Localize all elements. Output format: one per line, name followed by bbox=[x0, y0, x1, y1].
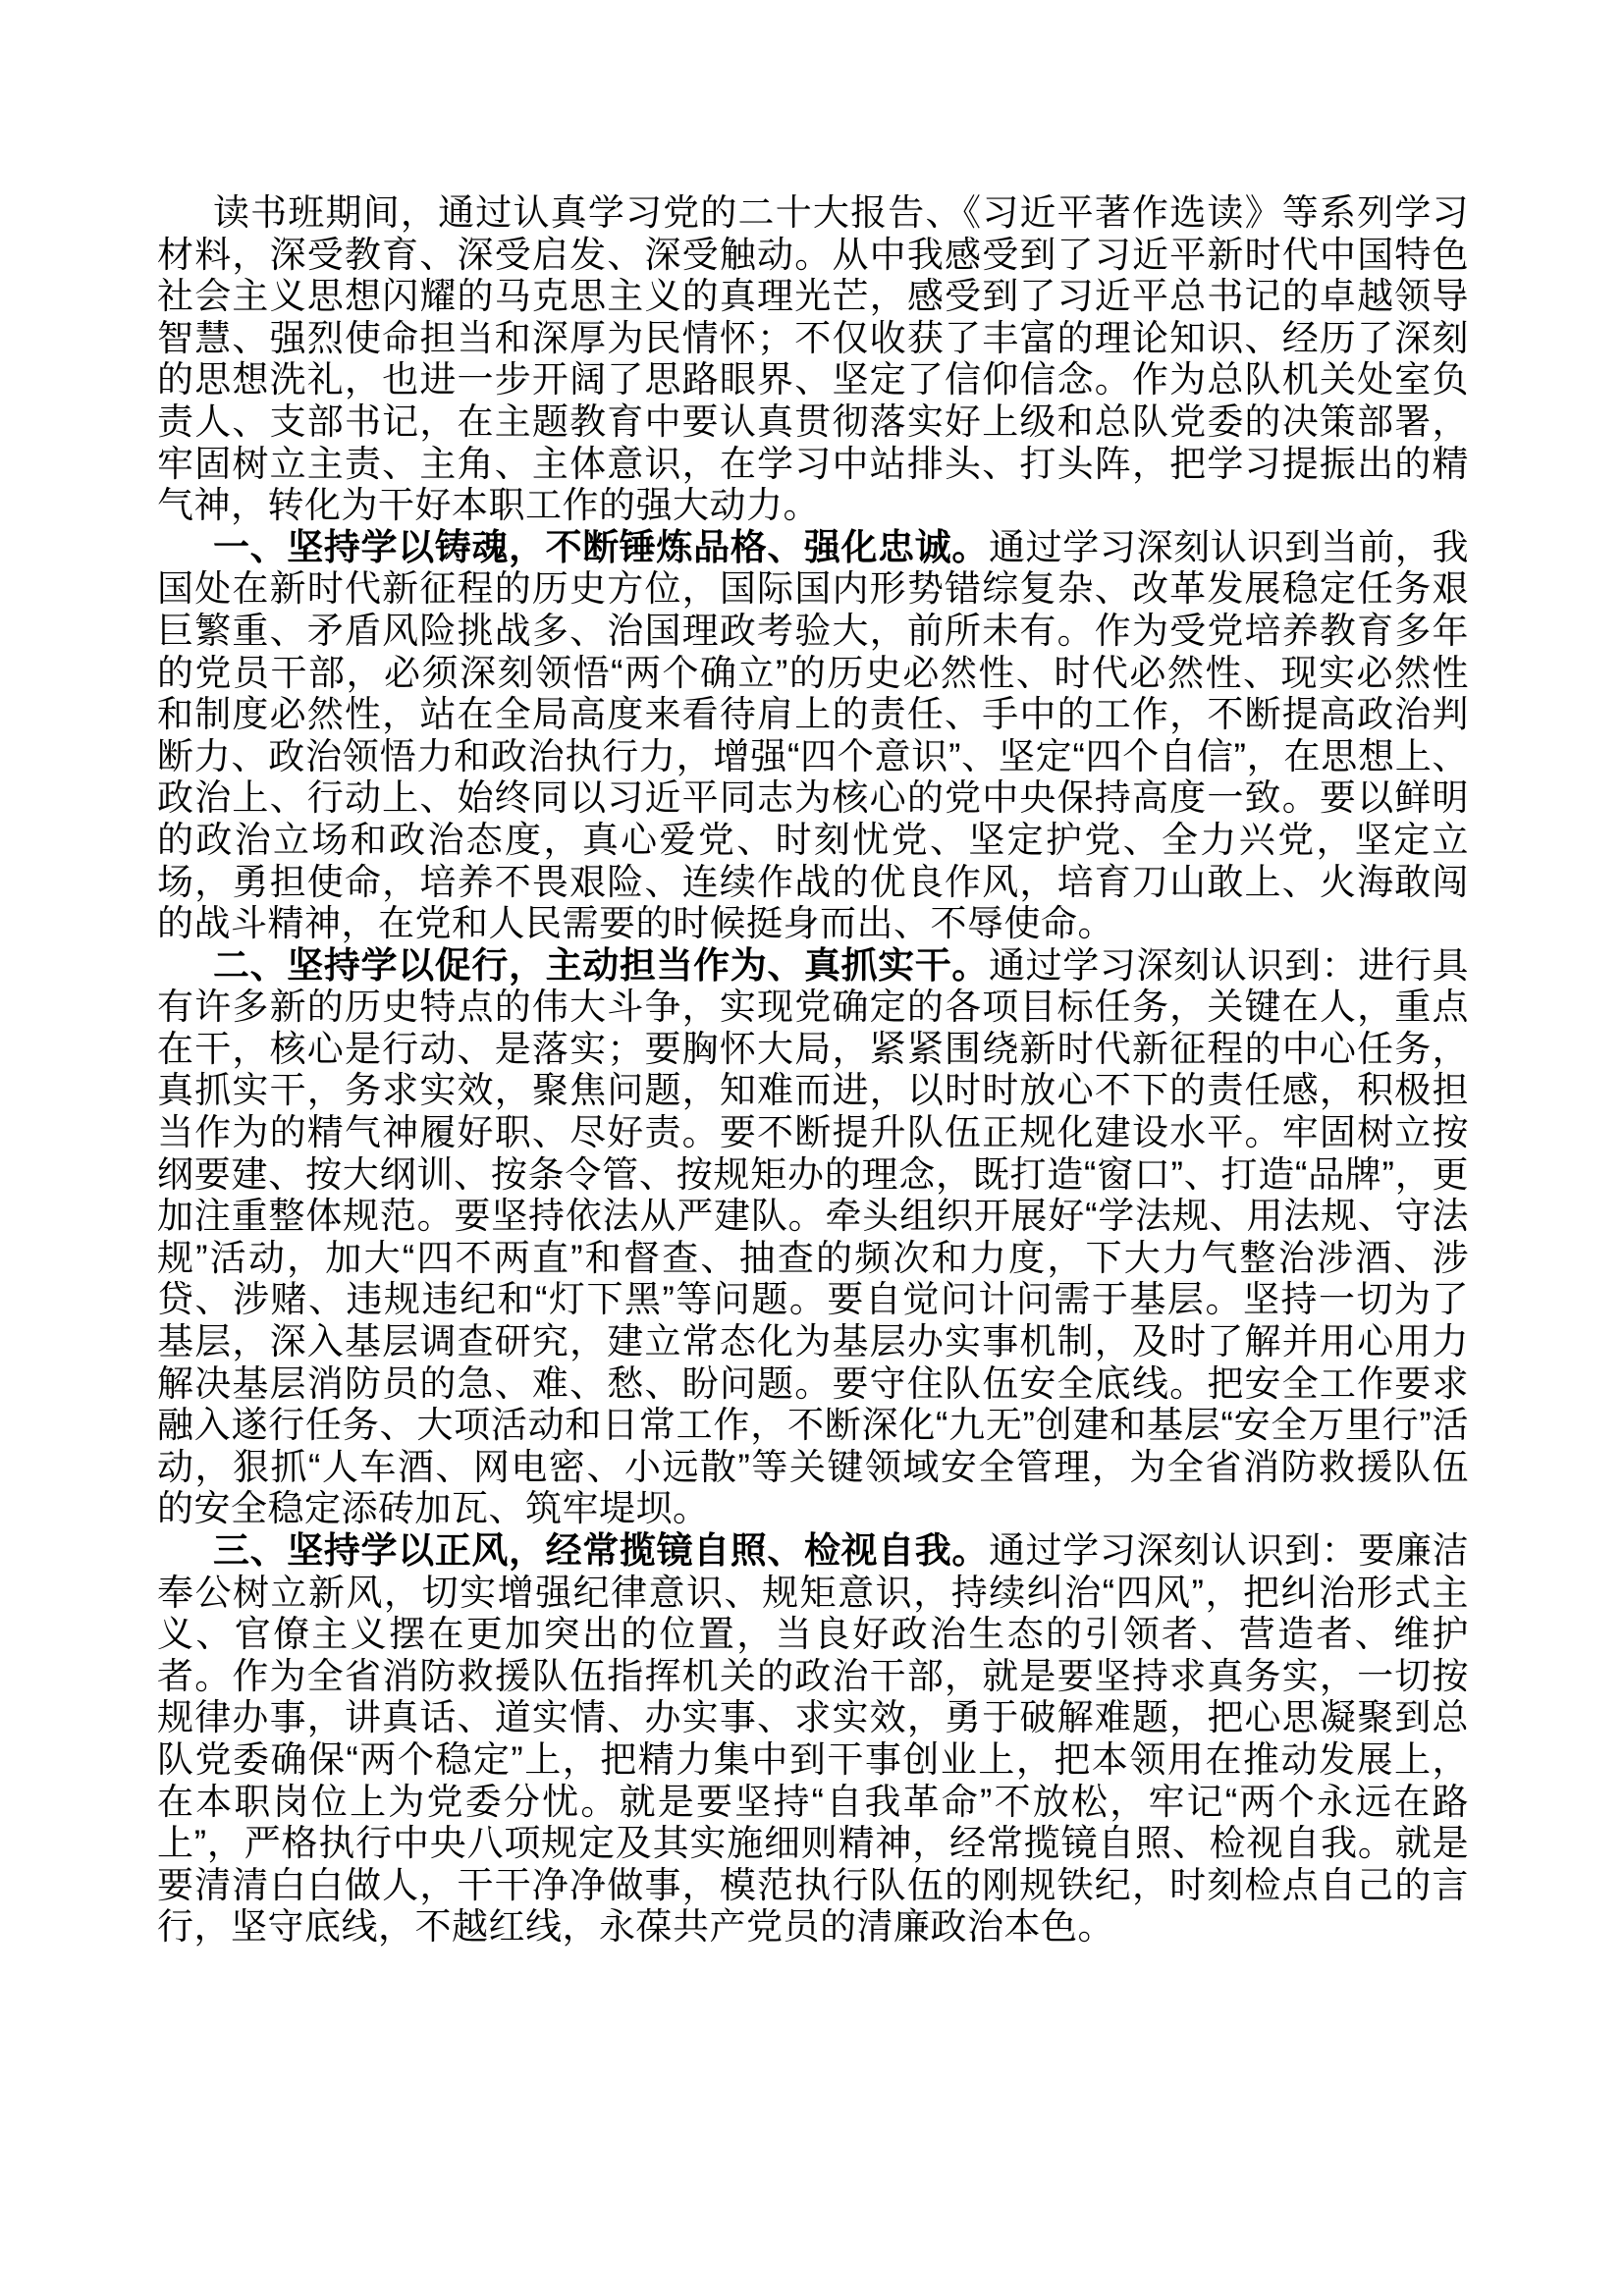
paragraph-section-1 bbox=[157, 527, 1469, 945]
paragraph-section-3 bbox=[157, 1530, 1469, 1949]
section-2-heading: 二、坚持学以促行，主动担当作为、真抓实干。 bbox=[213, 944, 990, 986]
section-3-text: 通过学习深刻认识到：要廉洁奉公树立新风，切实增强纪律意识、规矩意识，持续纠治“四风”，把纠治形式主义、官僚主义摆在更加突出的位置，当良好政治生态的引领者、营造者、维护者。作为全省消防救援队伍指挥机关的政治干部，就是要坚持求真务实，一切按规律办事，讲真话、道实情、办实事、求实效，勇于破解难题，把心思凝聚到总队党委确保“两个稳定”上，把精力集中到干事创业上，把本领用在推动发展上，在本职岗位上为党委分忧。就是要坚持“自我革命”不放松，牢记“两个永远在路上”，严格执行中央八项规定及其实施细则精神，经常揽镜自照、检视自我。就是要清清白白做人，干干净净做事，模范执行队伍的刚规铁纪，时刻检点自己的言行，坚守底线，不越红线，永葆共产党员的清廉政治本色。 bbox=[157, 1530, 1470, 1948]
paragraph-section-2 bbox=[157, 945, 1469, 1530]
section-1-text: 通过学习深刻认识到当前，我国处在新时代新征程的历史方位，国际国内形势错综复杂、改革发展稳定任务艰巨繁重、矛盾风险挑战多、治国理政考验大，前所未有。作为受党培养教育多年的党员干部，必须深刻领悟“两个确立”的历史必然性、时代必然性、现实必然性和制度必然性，站在全局高度来看待肩上的责任、手中的工作，不断提高政治判断力、政治领悟力和政治执行力，增强“四个意识”、坚定“四个自信”，在思想上、政治上、行动上、始终同以习近平同志为核心的党中央保持高度一致。要以鲜明的政治立场和政治态度，真心爱党、时刻忧党、坚定护党、全力兴党，坚定立场，勇担使命，培养不畏艰险、连续作战的优良作风，培育刀山敢上、火海敢闯的战斗精神，在党和人民需要的时候挺身而出、不辱使命。 bbox=[157, 526, 1470, 944]
paragraph-intro bbox=[157, 192, 1469, 527]
section-2-text: 通过学习深刻认识到：进行具有许多新的历史特点的伟大斗争，实现党确定的各项目标任务，关键在人，重点在干，核心是行动、是落实；要胸怀大局，紧紧围绕新时代新征程的中心任务，真抓实干，务求实效，聚焦问题，知难而进，以时时放心不下的责任感，积极担当作为的精气神履好职、尽好责。要不断提升队伍正规化建设水平。牢固树立按纲要建、按大纲训、按条令管、按规矩办的理念，既打造“窗口”、打造“品牌”，更加注重整体规范。要坚持依法从严建队。牵头组织开展好“学法规、用法规、守法规”活动，加大“四不两直”和督查、抽查的频次和力度，下大力气整治涉酒、涉贷、涉赌、违规违纪和“灯下黑”等问题。要自觉问计问需于基层。坚持一切为了基层，深入基层调查研究，建立常态化为基层办实事机制，及时了解并用心用力解决基层消防员的急、难、愁、盼问题。要守住队伍安全底线。把安全工作要求融入遂行任务、大项活动和日常工作，不断深化“九无”创建和基层“安全万里行”活动，狠抓“人车酒、网电密、小远散”等关键领域安全管理，为全省消防救援队伍的安全稳定添砖加瓦、筑牢堤坝。 bbox=[157, 944, 1470, 1529]
section-3-heading: 三、坚持学以正风，经常揽镜自照、检视自我。 bbox=[213, 1530, 990, 1571]
section-1-heading: 一、坚持学以铸魂，不断锤炼品格、强化忠诚。 bbox=[213, 526, 990, 567]
paragraph-intro-text: 读书班期间，通过认真学习党的二十大报告、《习近平著作选读》等系列学习材料，深受教育、深受启发、深受触动。从中我感受到了习近平新时代中国特色社会主义思想闪耀的马克思主义的真理光芒，感受到了习近平总书记的卓越领导智慧、强烈使命担当和深厚为民情怀；不仅收获了丰富的理论知识、经历了深刻的思想洗礼，也进一步开阔了思路眼界、坚定了信仰信念。作为总队机关处室负责人、支部书记，在主题教育中要认真贯彻落实好上级和总队党委的决策部署，牢固树立主责、主角、主体意识，在学习中站排头、打头阵，把学习提振出的精气神，转化为干好本职工作的强大动力。 bbox=[157, 192, 1469, 526]
